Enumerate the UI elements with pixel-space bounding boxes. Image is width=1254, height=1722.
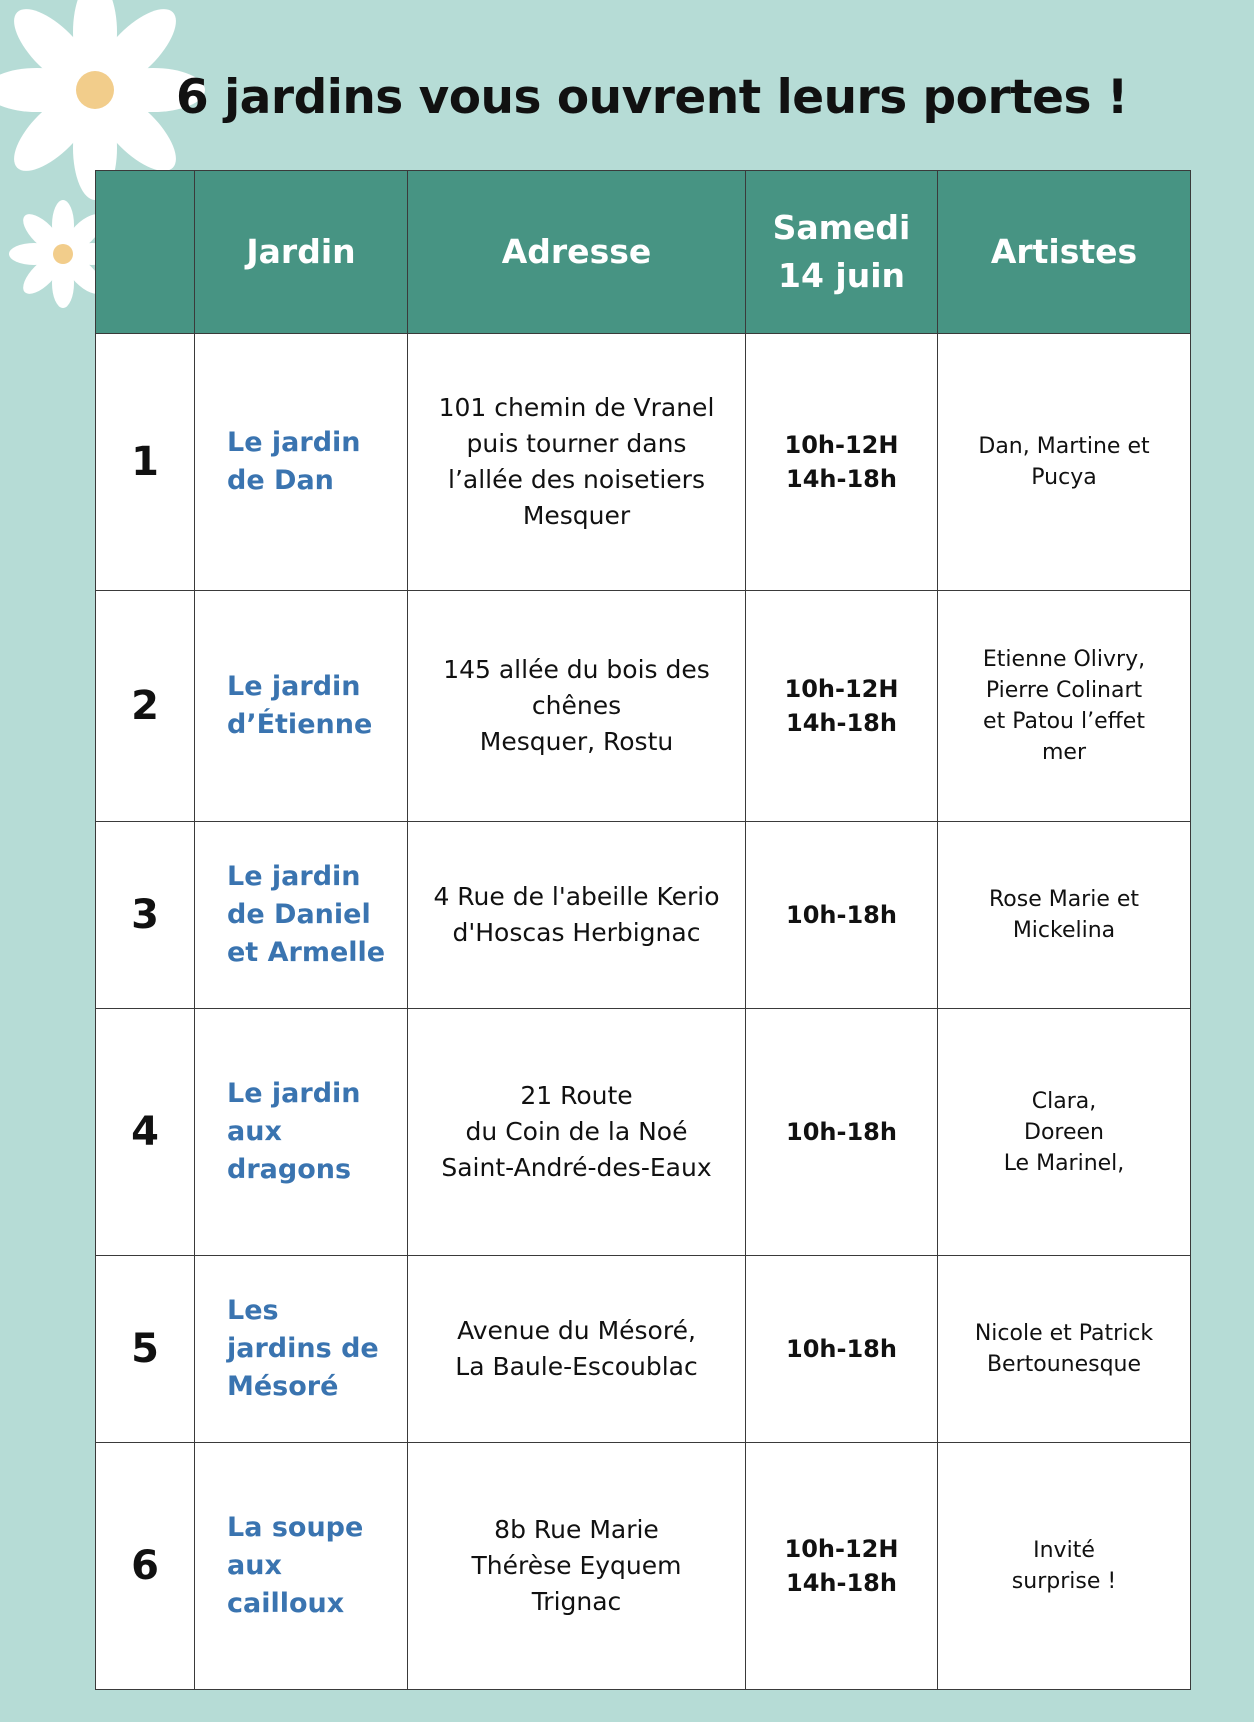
garden-number: 6 bbox=[96, 1443, 195, 1690]
garden-artists: Nicole et Patrick Bertounesque bbox=[938, 1256, 1191, 1443]
garden-number: 4 bbox=[96, 1009, 195, 1256]
garden-name: Le jardin de Dan bbox=[195, 334, 408, 591]
garden-name: Le jardin aux dragons bbox=[195, 1009, 408, 1256]
header-address: Adresse bbox=[408, 171, 746, 334]
table-row bbox=[96, 1443, 1191, 1690]
garden-hours: 10h-12H 14h-18h bbox=[746, 334, 938, 591]
header-garden: Jardin bbox=[195, 171, 408, 334]
header-date: Samedi 14 juin bbox=[746, 171, 938, 334]
garden-hours: 10h-12H 14h-18h bbox=[746, 591, 938, 822]
table-row bbox=[96, 1009, 1191, 1256]
garden-hours: 10h-12H 14h-18h bbox=[746, 1443, 938, 1690]
table-row bbox=[96, 1256, 1191, 1443]
garden-address: 21 Route du Coin de la Noé Saint-André-des-Eaux bbox=[408, 1009, 746, 1256]
garden-hours: 10h-18h bbox=[746, 1256, 938, 1443]
garden-artists: Invité surprise ! bbox=[938, 1443, 1191, 1690]
garden-name: Le jardin d’Étienne bbox=[195, 591, 408, 822]
garden-address: 101 chemin de Vranel puis tourner dans l’allée des noisetiers Mesquer bbox=[408, 334, 746, 591]
header-number bbox=[96, 171, 195, 334]
page-title: 6 jardins vous ouvrent leurs portes ! bbox=[176, 70, 1128, 125]
garden-hours: 10h-18h bbox=[746, 822, 938, 1009]
garden-artists: Etienne Olivry, Pierre Colinart et Patou l’effet mer bbox=[938, 591, 1191, 822]
garden-address: 4 Rue de l'abeille Kerio d'Hoscas Herbignac bbox=[408, 822, 746, 1009]
garden-number: 5 bbox=[96, 1256, 195, 1443]
header-artists: Artistes bbox=[938, 171, 1191, 334]
table-row bbox=[96, 334, 1191, 591]
table-row bbox=[96, 822, 1191, 1009]
garden-number: 1 bbox=[96, 334, 195, 591]
garden-hours: 10h-18h bbox=[746, 1009, 938, 1256]
garden-address: 8b Rue Marie Thérèse Eyquem Trignac bbox=[408, 1443, 746, 1690]
garden-address: Avenue du Mésoré, La Baule-Escoublac bbox=[408, 1256, 746, 1443]
garden-number: 3 bbox=[96, 822, 195, 1009]
table-row bbox=[96, 591, 1191, 822]
table-header-row bbox=[96, 171, 1191, 334]
garden-name: Le jardin de Daniel et Armelle bbox=[195, 822, 408, 1009]
garden-artists: Rose Marie et Mickelina bbox=[938, 822, 1191, 1009]
garden-name: Les jardins de Mésoré bbox=[195, 1256, 408, 1443]
garden-number: 2 bbox=[96, 591, 195, 822]
garden-artists: Dan, Martine et Pucya bbox=[938, 334, 1191, 591]
gardens-table bbox=[95, 170, 1191, 1690]
garden-address: 145 allée du bois des chênes Mesquer, Rostu bbox=[408, 591, 746, 822]
garden-name: La soupe aux cailloux bbox=[195, 1443, 408, 1690]
garden-artists: Clara, Doreen Le Marinel, bbox=[938, 1009, 1191, 1256]
